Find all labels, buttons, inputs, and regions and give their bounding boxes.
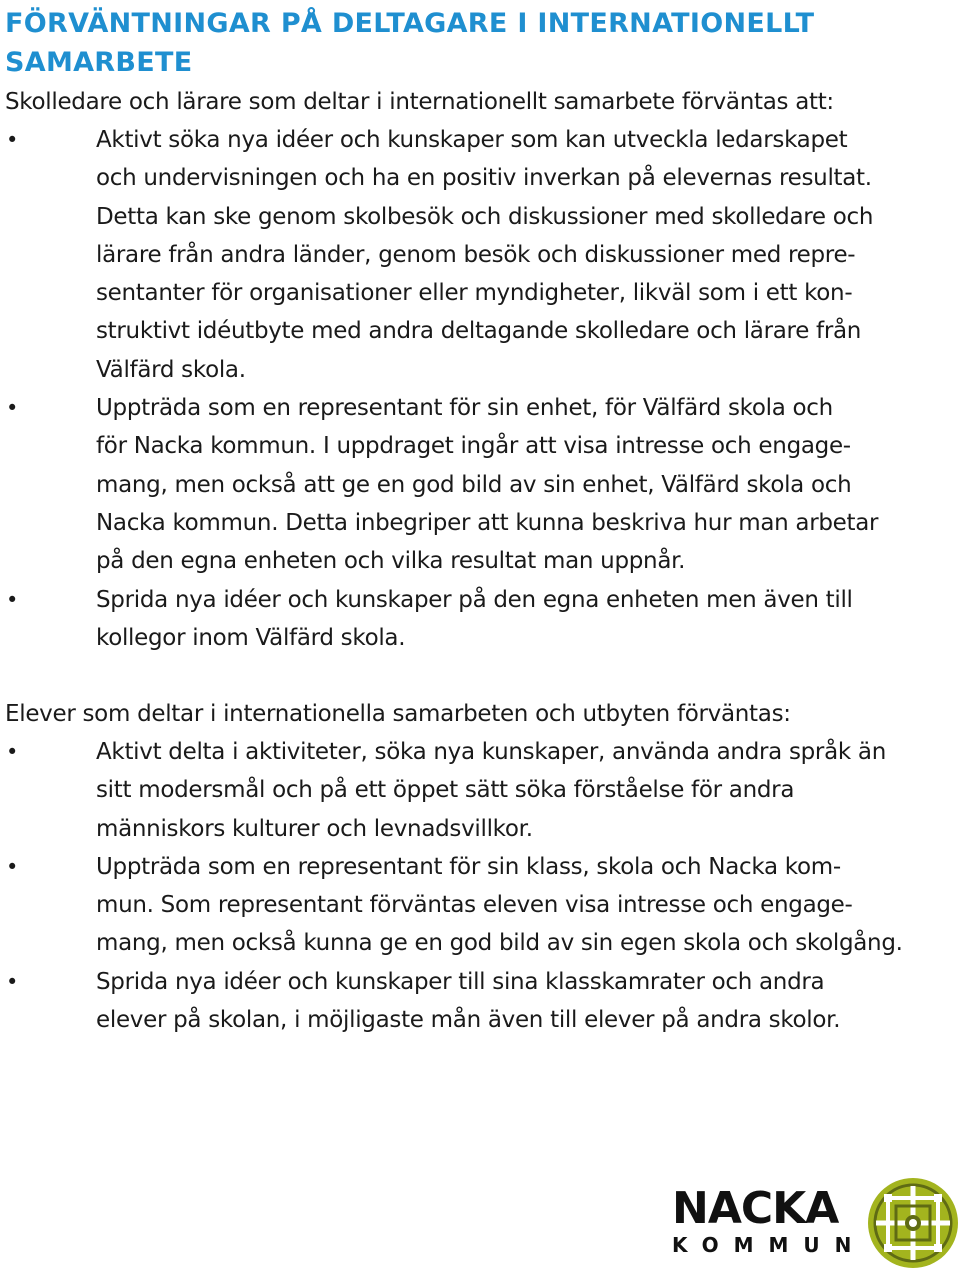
list-item-line: för Nacka kommun. I uppdraget ingår att visa intresse och engage- [96,433,851,460]
nacka-emblem-icon [866,1176,960,1270]
bullet-icon: • [6,396,19,421]
list-item [0,733,903,848]
section1-heading: Skolledare och lärare som deltar i internationellt samarbete förväntas att: [5,89,834,115]
bullet-icon: • [6,587,19,612]
list-item [0,581,878,658]
list-item-line: Välfärd skola. [96,356,246,383]
list-item-line: sitt modersmål och på ett öppet sätt söka förståelse för andra [96,777,795,804]
section2-heading: Elever som deltar i internationella samarbeten och utbyten förväntas: [5,701,791,727]
nacka-kommun-logo [668,1176,960,1273]
list-item-line: Sprida nya idéer och kunskaper på den egna enheten men även till [96,586,853,613]
page-title: FÖRVÄNTNINGAR PÅ DELTAGARE I INTERNATIONELLT SAMARBETE [5,8,815,78]
list-item-line: kollegor inom Välfärd skola. [96,624,406,651]
bullet-icon: • [6,854,19,879]
list-item [0,389,878,580]
list-item-line: Nacka kommun. Detta inbegriper att kunna beskriva hur man arbetar [96,509,879,536]
section1-list [0,121,878,657]
bullet-icon: • [6,969,19,994]
bullet-icon: • [6,128,19,152]
list-item-line: lärare från andra länder, genom besök och diskussioner med repre- [96,241,856,268]
list-item-line: mang, men också kunna ge en god bild av sin egen skola och skolgång. [96,930,903,957]
list-item-line: mang, men också att ge en god bild av sin enhet, Välfärd skola och [96,471,852,498]
section2-list [0,733,903,1039]
list-item [0,121,878,389]
list-item-line: Aktivt delta i aktiviteter, söka nya kunskaper, använda andra språk än [96,739,886,765]
bullet-icon: • [6,740,19,764]
list-item-line: Uppträda som en representant för sin enhet, för Välfärd skola och [96,395,833,422]
list-item-line: Detta kan ske genom skolbesök och diskussioner med skolledare och [96,203,874,230]
list-item [0,848,903,963]
list-item-line: Aktivt söka nya idéer och kunskaper som kan utveckla ledarskapet [96,127,848,153]
logo-wordmark: NACKA [672,1183,839,1234]
list-item-line: mun. Som representant förväntas eleven visa intresse och engage- [96,892,853,919]
list-item-line: elever på skolan, i möjligaste mån även till elever på andra skolor. [96,1007,841,1034]
list-item-line: Sprida nya idéer och kunskaper till sina klasskamrater och andra [96,968,825,995]
list-item-line: människors kulturer och levnadsvillkor. [96,815,533,842]
list-item [0,963,903,1040]
list-item-line: struktivt idéutbyte med andra deltagande skolledare och lärare från [96,318,862,345]
list-item-line: sentanter för organisationer eller myndigheter, likväl som i ett kon- [96,280,853,307]
list-item-line: och undervisningen och ha en positiv inverkan på elevernas resultat. [96,165,872,192]
list-item-line: på den egna enheten och vilka resultat man uppnår. [96,548,686,575]
logo-subtitle: KOMMUN [672,1233,867,1257]
list-item-line: Uppträda som en representant för sin klass, skola och Nacka kom- [96,853,841,880]
